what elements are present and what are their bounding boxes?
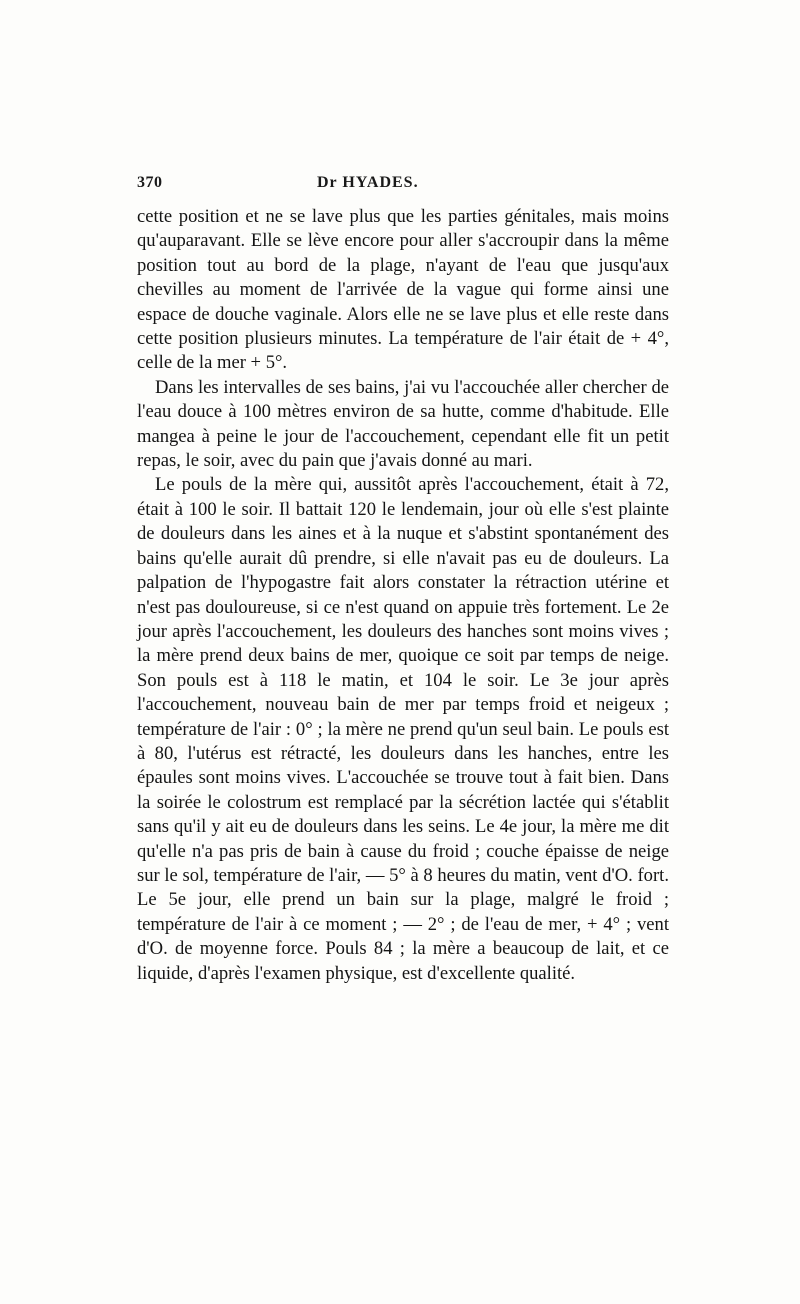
body-text: [137, 205, 669, 986]
paragraph-pulse: Le pouls de la mère qui, aussitôt après l'accouchement, était à 72, était à 100 le soir. Il battait 120 le lendemain, jour où elle s'est plainte de douleurs dans les aines et à la nuque et s'abstint spontanément des bains qu'elle aurait dû prendre, si elle n'avait pas eu de douleurs. La palpation de l'hypogastre fait alors constater la rétraction utérine et n'est pas douloureuse, si ce n'est quand on appuie très fortement. Le 2e jour après l'accouchement, les douleurs des hanches sont moins vives ; la mère prend deux bains de mer, quoique ce soit par temps de neige. Son pouls est à 118 le matin, et 104 le soir. Le 3e jour après l'accouchement, nouveau bain de mer par temps froid et neigeux ; température de l'air : 0° ; la mère ne prend qu'un seul bain. Le pouls est à 80, l'utérus est rétracté, les douleurs dans les hanches, entre les épaules sont moins vives. L'accouchée se trouve tout à fait bien. Dans la soirée le colostrum est remplacé par la sécrétion lactée qui s'établit sans qu'il y ait eu de douleurs dans les seins. Le 4e jour, la mère me dit qu'elle n'a pas pris de bain à cause du froid ; couche épaisse de neige sur le sol, température de l'air, — 5° à 8 heures du matin, vent d'O. fort. Le 5e jour, elle prend un bain sur la plage, malgré le froid ; température de l'air à ce moment ; — 2° ; de l'eau de mer, + 4° ; vent d'O. de moyenne force. Pouls 84 ; la mère a beaucoup de lait, et ce liquide, d'après l'examen physique, est d'excellente qualité.: [137, 474, 669, 984]
running-head: [137, 174, 669, 198]
paragraph-intervals: Dans les intervalles de ses bains, j'ai vu l'accouchée aller chercher de l'eau douce à 100 mètres environ de sa hutte, comme d'habitude. Elle mangea à peine le jour de l'accouchement, cependant elle fit un petit repas, le soir, avec du pain que j'avais donné au mari.: [137, 376, 669, 472]
running-title: Dr HYADES.: [317, 174, 419, 191]
page-number: 370: [137, 174, 163, 191]
paragraph-continuation: cette position et ne se lave plus que les parties génitales, mais moins qu'auparavant. Elle se lève encore pour aller s'accroupir dans la même position tout au bord de la plage, n'ayant de l'eau que jusqu'aux chevilles au moment de l'arrivée de la vague qui forme ainsi une espace de douche vaginale. Alors elle ne se lave plus et elle reste dans cette position plusieurs minutes. La température de l'air était de + 4°, celle de la mer + 5°.: [137, 206, 669, 374]
